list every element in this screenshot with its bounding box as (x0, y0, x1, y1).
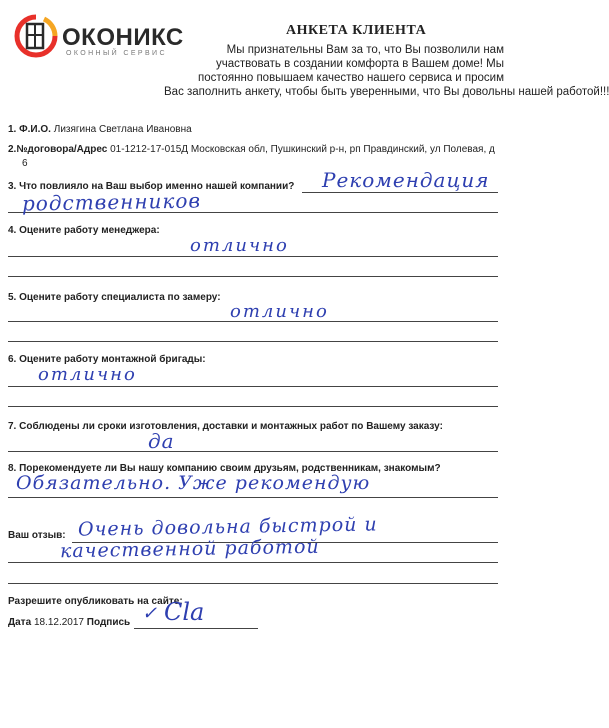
form-title: АНКЕТА КЛИЕНТА (286, 23, 427, 38)
handwritten-answer-4: отлично (190, 235, 289, 256)
brand-name: ОКОНИКС (62, 24, 184, 51)
handwritten-answer-3b: родственников (21, 188, 202, 216)
question-5-label: 5. Оцените работу специалиста по замеру: (8, 292, 221, 303)
question-8-label: 8. Порекомендуете ли Вы нашу компанию своим друзьям, родственникам, знакомым? (8, 463, 441, 474)
brand-tagline: ОКОННЫЙ СЕРВИС (66, 50, 167, 57)
handwritten-review-1: Очень довольна быстрой и (77, 513, 378, 541)
handwritten-review-2: качественной работой (59, 535, 320, 563)
answer-line (8, 497, 498, 498)
handwritten-answer-3a: Рекомендация (322, 168, 490, 192)
field-fio-label: 1. Ф.И.О. (8, 124, 51, 135)
field-contract-value: 01-1212-17-015Д Московская обл, Пушкинский р-н, рп Правдинский, ул Полевая, д (110, 144, 495, 155)
question-6-label: 6. Оцените работу монтажной бригады: (8, 354, 206, 365)
date-signature-row (8, 617, 130, 628)
date-label: Дата (8, 617, 32, 628)
question-7-label: 7. Соблюдены ли сроки изготовления, доставки и монтажных работ по Вашему заказу: (8, 421, 443, 432)
handwritten-answer-6: отлично (38, 364, 137, 385)
handwritten-signature: Сla (164, 598, 205, 626)
answer-line (8, 386, 498, 387)
answer-line (8, 451, 498, 452)
field-fio-value: Лизягина Светлана Ивановна (53, 124, 192, 135)
field-contract-value-cont: 6 (22, 158, 28, 169)
intro-line: Вас заполнить анкету, чтобы быть уверенными, что Вы довольны нашей работой!!! (164, 86, 609, 98)
field-contract-label: 2.№договора/Адрес (8, 144, 108, 155)
handwritten-checkmark: ✓ (142, 603, 159, 624)
handwritten-answer-5: отлично (230, 301, 329, 322)
intro-line: постоянно повышаем качество нашего сервиса и просим (198, 72, 504, 84)
publish-label: Разрешите опубликовать на сайте: (8, 596, 183, 607)
answer-line (302, 192, 498, 193)
intro-text (164, 43, 609, 99)
answer-line (8, 341, 498, 342)
review-line (8, 583, 498, 584)
intro-line: участвовать в создании комфорта в Вашем доме! Мы (215, 58, 504, 70)
date-value: 18.12.2017 (33, 617, 84, 628)
signature-label: Подпись (86, 617, 131, 628)
field-contract (8, 144, 495, 155)
answer-line (8, 256, 498, 257)
signature-line (134, 628, 258, 629)
handwritten-answer-7: да (148, 429, 175, 453)
handwritten-answer-8: Обязательно. Уже рекомендую (16, 472, 371, 494)
answer-line (8, 276, 498, 277)
review-label: Ваш отзыв: (8, 530, 66, 541)
question-3-label: 3. Что повлияло на Ваш выбор именно нашей компании? (8, 181, 295, 192)
window-logo-icon (14, 14, 58, 58)
intro-line: Мы признательны Вам за то, что Вы позволили нам (226, 44, 504, 56)
question-4-label: 4. Оцените работу менеджера: (8, 225, 160, 236)
review-line (8, 562, 498, 563)
field-fio (8, 124, 192, 135)
answer-line (8, 406, 498, 407)
